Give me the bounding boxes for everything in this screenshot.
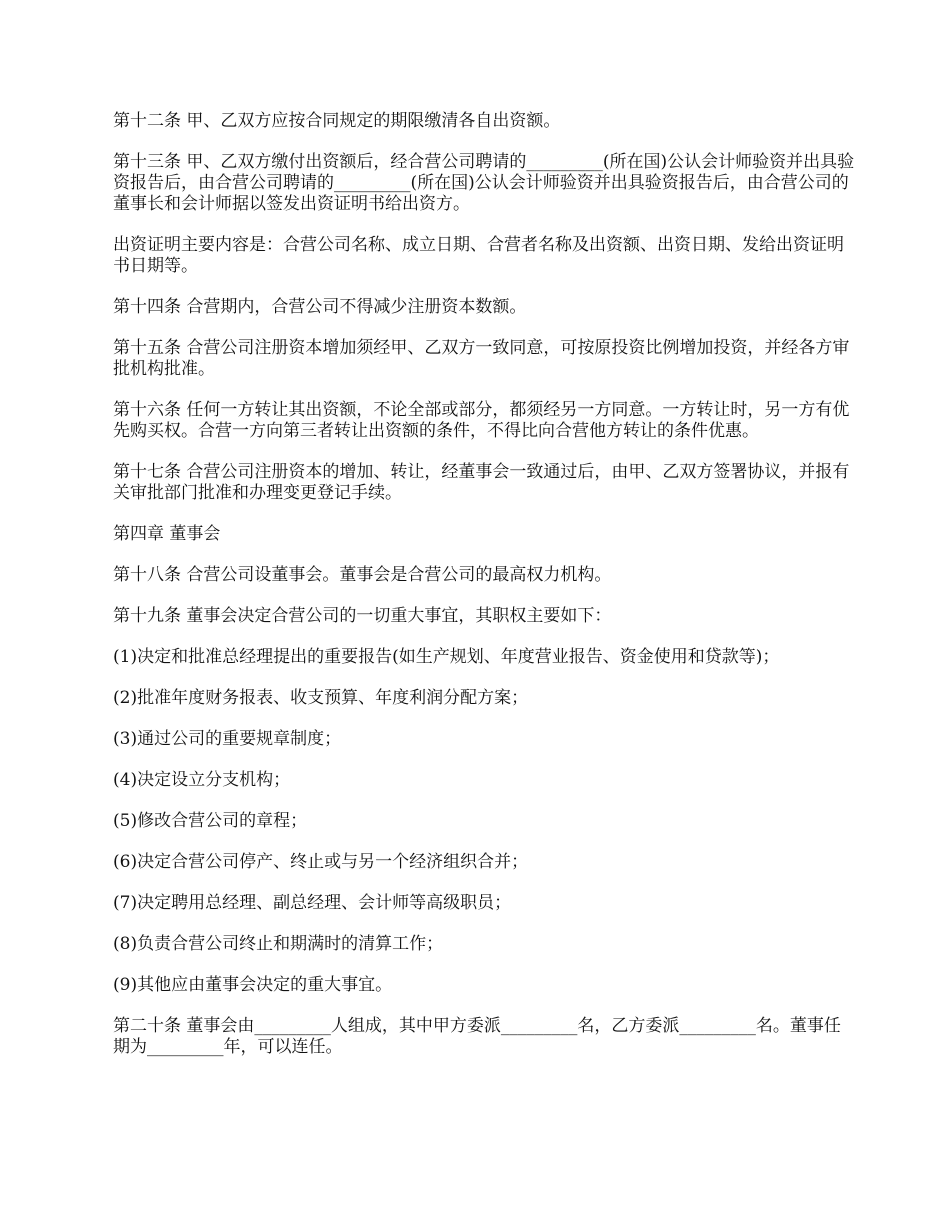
article-16: 第十六条 任何一方转让其出资额，不论全部或部分，都须经另一方同意。一方转让时，另一方有优先购买权。合营一方向第三者转让出资额的条件，不得比向合营他方转让的条件优惠。 <box>113 400 850 441</box>
chapter-4-heading: 第四章 董事会 <box>113 524 221 544</box>
article-15: 第十五条 合营公司注册资本增加须经甲、乙双方一致同意，可按原投资比例增加投资，并经各方审批机构批准。 <box>113 338 850 379</box>
capital-certificate-contents: 出资证明主要内容是：合营公司名称、成立日期、合营者名称及出资额、出资日期、发给出资证明书日期等。 <box>113 235 844 276</box>
board-power-8: (8)负责合营公司终止和期满时的清算工作； <box>113 934 444 954</box>
board-power-6: (6)决定合营公司停产、终止或与另一个经济组织合并； <box>113 852 529 872</box>
article-17: 第十七条 合营公司注册资本的增加、转让，经董事会一致通过后，由甲、乙双方签署协议，并报有关审批部门批准和办理变更登记手续。 <box>113 462 850 503</box>
article-12: 第十二条 甲、乙双方应按合同规定的期限缴清各自出资额。 <box>113 111 561 131</box>
article-14: 第十四条 合营期内，合营公司不得减少注册资本数额。 <box>113 297 527 317</box>
article-20: 第二十条 董事会由_________人组成，其中甲方委派_________名，乙方委派_________名。董事任期为_________年，可以连任。 <box>113 1016 841 1057</box>
board-power-1: (1)决定和批准总经理提出的重要报告(如生产规划、年度营业报告、资金使用和贷款等)； <box>113 647 780 667</box>
article-18: 第十八条 合营公司设董事会。董事会是合营公司的最高权力机构。 <box>113 565 612 585</box>
board-power-4: (4)决定设立分支机构； <box>113 770 291 790</box>
board-power-5: (5)修改合营公司的章程； <box>113 811 308 831</box>
article-13: 第十三条 甲、乙双方缴付出资额后，经合营公司聘请的_________(所在国)公认会计师验资并出具验资报告后，由合营公司聘请的_________(所在国)公认会计师验资并出具验资报告后，由合营公司的董事长和会计师据以签发出资证明书给出资方。 <box>113 152 855 214</box>
board-power-9: (9)其他应由董事会决定的重大事宜。 <box>113 975 393 995</box>
board-power-2: (2)批准年度财务报表、收支预算、年度利润分配方案； <box>113 688 529 708</box>
article-19: 第十九条 董事会决定合营公司的一切重大事宜，其职权主要如下： <box>113 606 612 626</box>
document-body <box>113 111 855 1078</box>
board-power-3: (3)通过公司的重要规章制度； <box>113 729 342 749</box>
board-power-7: (7)决定聘用总经理、副总经理、会计师等高级职员； <box>113 893 512 913</box>
